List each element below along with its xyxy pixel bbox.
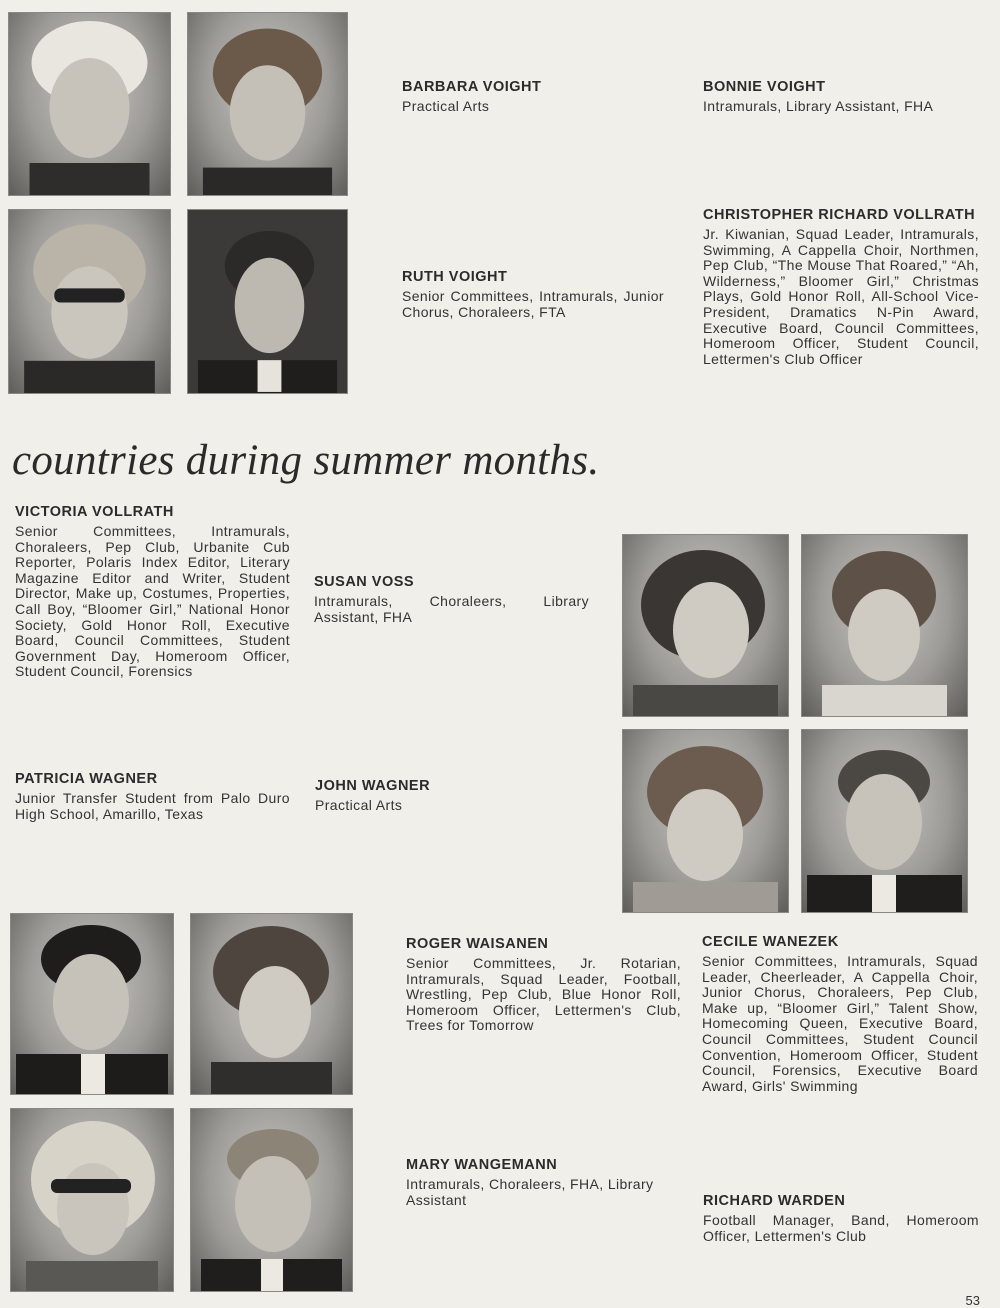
entry-susan-voss <box>314 573 589 625</box>
entry-richard-warden <box>703 1192 979 1244</box>
entry-patricia-wagner <box>15 770 290 822</box>
student-activities: Practical Arts <box>315 797 403 813</box>
student-activities: Jr. Kiwanian, Squad Leader, Intramurals, Swimming, A Cappella Choir, Northmen, Pep Club, “The Mouse That Roared,” “Ah, Wilderness,” Bloomer Girl,” Christmas Plays, Gold Honor Roll, All-School Vice-President, Dramatics N-Pin Award, Executive Board, Council Committees, Homeroom Officer, Student Council, Lettermen's Club Officer <box>703 226 979 367</box>
student-name: CHRISTOPHER RICHARD VOLLRATH <box>703 207 976 223</box>
student-name: RUTH VOIGHT <box>402 269 508 285</box>
entry-ruth-voight <box>402 268 664 320</box>
student-name: MARY WANGEMANN <box>406 1157 558 1173</box>
portrait-john-wagner <box>801 729 968 913</box>
student-activities: Intramurals, Choraleers, FHA, Library Assistant <box>406 1176 654 1208</box>
student-name: BARBARA VOIGHT <box>402 79 542 95</box>
student-activities: Senior Committees, Intramurals, Squad Leader, Cheerleader, A Cappella Choir, Junior Chorus, Choraleers, Pep Club, Make up, “Bloomer Girl,” Talent Show, Homecoming Queen, Executive Board, Council Committees, Student Council Convention, Homeroom Officer, Student Council, Forensics, Executive Board Award, Girls' Swimming <box>702 953 978 1094</box>
student-activities: Senior Committees, Jr. Rotarian, Intramurals, Squad Leader, Football, Wrestling, Pep Club, Blue Honor Roll, Homeroom Officer, Lettermen's Club, Trees for Tomorrow <box>406 955 681 1034</box>
entry-barbara-voight <box>402 78 632 115</box>
student-name: PATRICIA WAGNER <box>15 771 158 787</box>
portrait-roger-waisanen <box>10 913 174 1095</box>
student-name: BONNIE VOIGHT <box>703 79 826 95</box>
portrait-susan-voss <box>622 534 789 717</box>
student-name: JOHN WAGNER <box>315 778 431 794</box>
student-activities: Senior Committees, Intramurals, Choraleers, Pep Club, Urbanite Cub Reporter, Polaris Index Editor, Literary Magazine Editor and Writer, Student Director, Make up, Costumes, Properties, Call Boy, “Bloomer Girl,” National Honor Society, Gold Honor Roll, Executive Board, Council Committees, Student Government Day, Homeroom Officer, Student Council, Forensics <box>15 523 290 680</box>
portrait-bonnie-voight <box>187 12 348 196</box>
student-name: ROGER WAISANEN <box>406 936 549 952</box>
entry-bonnie-voight <box>703 78 983 115</box>
entry-cecile-wanezek <box>702 933 978 1094</box>
entry-christopher-vollrath <box>703 206 979 367</box>
portrait-ruth-voight <box>8 209 171 394</box>
student-activities: Intramurals, Library Assistant, FHA <box>703 98 934 114</box>
student-name: CECILE WANEZEK <box>702 934 839 950</box>
student-activities: Football Manager, Band, Homeroom Officer, Lettermen's Club <box>703 1212 979 1244</box>
entry-victoria-vollrath <box>15 503 290 680</box>
portrait-cecile-wanezek <box>190 913 353 1095</box>
student-activities: Junior Transfer Student from Palo Duro High School, Amarillo, Texas <box>15 790 290 822</box>
headline: countries during summer months. <box>12 437 600 484</box>
portrait-christopher-vollrath <box>187 209 348 394</box>
page-number: 53 <box>965 1293 980 1308</box>
entry-john-wagner <box>315 777 575 814</box>
student-name: RICHARD WARDEN <box>703 1193 846 1209</box>
student-activities: Practical Arts <box>402 98 490 114</box>
portrait-susan-voss-second <box>801 534 968 717</box>
student-name: SUSAN VOSS <box>314 574 415 590</box>
student-activities: Intramurals, Choraleers, Library Assistant, FHA <box>314 593 589 625</box>
entry-roger-waisanen <box>406 935 681 1034</box>
student-name: VICTORIA VOLLRATH <box>15 504 174 520</box>
portrait-barbara-voight <box>8 12 171 196</box>
portrait-patricia-wagner <box>622 729 789 913</box>
portrait-mary-wangemann <box>10 1108 174 1292</box>
student-activities: Senior Committees, Intramurals, Junior Chorus, Choraleers, FTA <box>402 288 664 320</box>
portrait-richard-warden <box>190 1108 353 1292</box>
entry-mary-wangemann <box>406 1156 681 1208</box>
